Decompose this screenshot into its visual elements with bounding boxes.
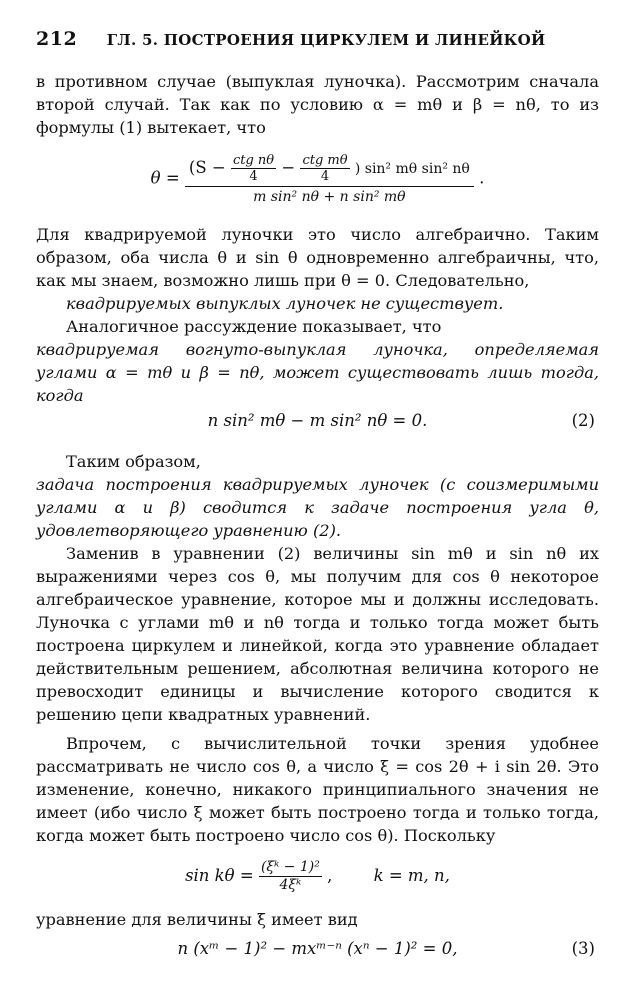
page-header	[36, 28, 599, 50]
paragraph-7: уравнение для величины ξ имеет вид	[36, 910, 358, 929]
equation-3-body: n (xᵐ − 1)² − mxᵐ⁻ⁿ (xⁿ − 1)² = 0,	[177, 939, 458, 958]
equation-3	[36, 939, 599, 958]
equation-2-number: (2)	[571, 411, 595, 430]
paragraph-4: Таким образом,	[66, 452, 201, 471]
equation-sin-condition: k = m, n,	[373, 866, 450, 885]
numerator-close: ) sin² mθ sin² nθ	[354, 161, 470, 177]
paragraph-2-conclusion: квадрируемых выпуклых луночек не существует.	[66, 294, 504, 313]
paragraph-4-statement: задача построения квадрируемых луночек (с соизмеримыми углами α и β) сводится к задаче построения угла θ, удовлетворяющего уравнению (2).	[36, 475, 599, 540]
equation-theta	[36, 153, 599, 205]
equation-sin-denominator: 4ξᵏ	[259, 876, 322, 894]
equation-3-number: (3)	[571, 939, 595, 958]
ctg-n-fraction	[231, 153, 276, 184]
numerator-minus: −	[281, 158, 296, 177]
equation-sin-lhs: sin kθ =	[185, 866, 254, 885]
paragraph-2: Для квадрируемой луночки это число алгебраично. Таким образом, оба числа θ и sin θ одновременно алгебраичны, что, как мы знаем, возможно лишь при θ = 0. Следовательно,	[36, 225, 599, 290]
equation-2-body: n sin² mθ − m sin² nθ = 0.	[207, 411, 428, 430]
equation-sin-comma: ,	[327, 866, 333, 885]
ctg-n-num: ctg nθ	[232, 153, 275, 168]
equation-theta-denominator: m sin² nθ + n sin² mθ	[185, 186, 474, 205]
paragraph-5: Заменив в уравнении (2) величины sin mθ и sin nθ их выражениями через cos θ, мы получим для cos θ некоторое алгебраическое уравнение, которое мы и должны исследовать. Луночка с углами mθ и nθ тогда и только тогда может быть построена циркулем и линейкой, когда это уравнение обладает действительным решением, абсолютная величина которого не превосходит единицы и вычисление которого сводится к решению цепи квадратных уравнений.	[36, 544, 599, 724]
paragraph-3: Аналогичное рассуждение показывает, что	[66, 317, 442, 336]
equation-theta-period: .	[479, 168, 485, 188]
equation-2	[36, 411, 599, 430]
page-number: 212	[36, 28, 78, 50]
paragraph-1: в противном случае (выпуклая луночка). Рассмотрим сначала второй случай. Так как по условию α = mθ и β = nθ, то из формулы (1) вытекает, что	[36, 72, 599, 137]
equation-theta-fraction	[185, 153, 474, 205]
equation-sin-numerator: (ξᵏ − 1)²	[260, 859, 320, 875]
equation-sin	[36, 859, 599, 894]
running-title: ГЛ. 5. ПОСТРОЕНИЯ ЦИРКУЛЕМ И ЛИНЕЙКОЙ	[106, 31, 546, 49]
equation-theta-numerator	[185, 153, 474, 186]
ctg-m-fraction	[300, 153, 349, 184]
paragraph-3-statement: квадрируемая вогнуто-выпуклая луночка, определяемая углами α = mθ и β = nθ, может существовать лишь тогда, когда	[36, 340, 599, 405]
ctg-n-den: 4	[231, 168, 276, 184]
paragraph-6: Впрочем, с вычислительной точки зрения удобнее рассматривать не число cos θ, а число ξ = cos 2θ + i sin 2θ. Это изменение, конечно, никакого принципиального значения не имеет (ибо число ξ может быть построено тогда и только тогда, когда может быть построено число cos θ). Поскольку	[36, 734, 599, 845]
equation-theta-lhs: θ =	[150, 168, 180, 188]
ctg-m-den: 4	[300, 168, 349, 184]
numerator-open: (S −	[188, 158, 226, 177]
ctg-m-num: ctg mθ	[302, 153, 348, 168]
equation-sin-fraction	[259, 859, 322, 894]
